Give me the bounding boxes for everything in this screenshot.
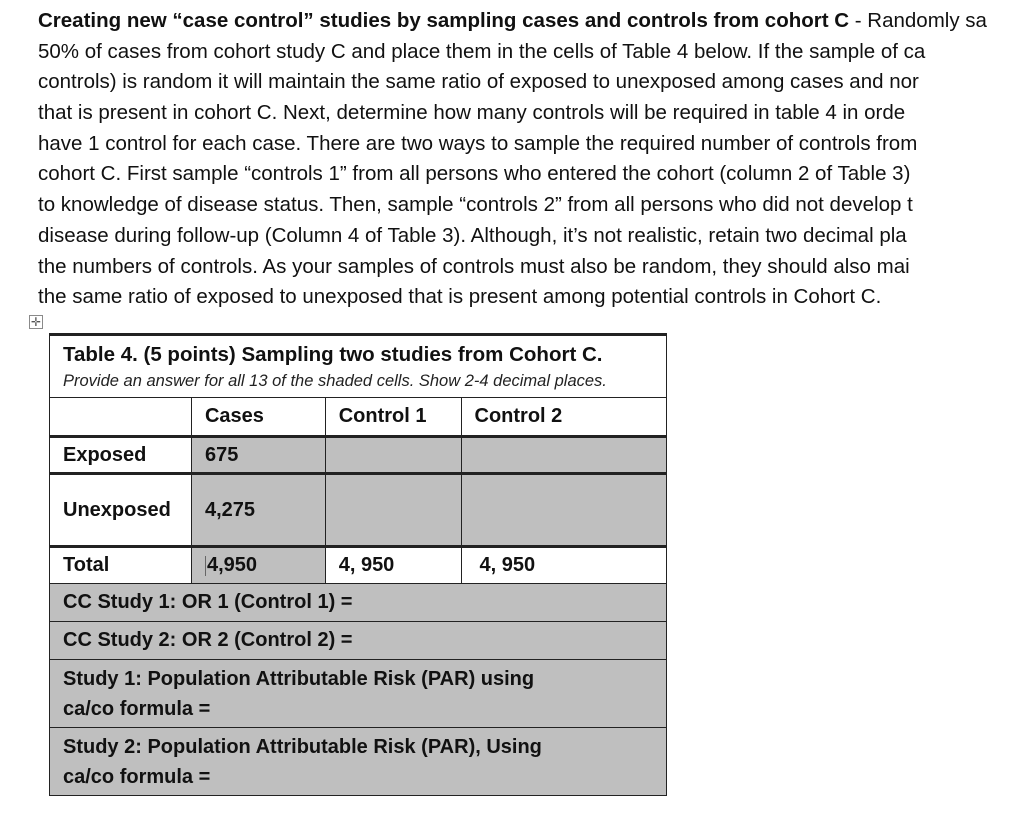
- summary-or2[interactable]: CC Study 2: OR 2 (Control 2) =: [50, 622, 667, 660]
- header-empty: [50, 398, 192, 437]
- summary-par2[interactable]: Study 2: Population Attributable Risk (PAR), Using ca/co formula =: [50, 728, 667, 796]
- cell-unexposed-cases[interactable]: 4,275: [191, 474, 325, 547]
- header-control-2: Control 2: [461, 398, 667, 437]
- table-title-row: [50, 335, 667, 398]
- cell-exposed-control-2[interactable]: [461, 437, 667, 474]
- table-header-row: [50, 398, 667, 437]
- summary-row-par1: [50, 660, 667, 728]
- paragraph-text: - Randomly sa: [849, 9, 987, 32]
- instructions-paragraph: [38, 6, 1024, 313]
- cell-unexposed-control-2[interactable]: [461, 474, 667, 547]
- paragraph-line-6: cohort C. First sample “controls 1” from all persons who entered the cohort (column 2 of Table 3): [38, 162, 911, 186]
- cell-total-cases-value: 4,950: [206, 554, 258, 576]
- table-note: Provide an answer for all 13 of the shaded cells. Show 2-4 decimal places.: [63, 372, 607, 390]
- paragraph-line-9: the numbers of controls. As your samples of controls must also be random, they should also mai: [38, 254, 910, 278]
- table-row-total: [50, 547, 667, 584]
- cell-total-control-2[interactable]: 4, 950: [461, 547, 667, 584]
- cell-exposed-cases[interactable]: 675: [191, 437, 325, 474]
- header-control-1: Control 1: [325, 398, 461, 437]
- paragraph-line-5: have 1 control for each case. There are two ways to sample the required number of controls from: [38, 131, 918, 155]
- paragraph-line-10: the same ratio of exposed to unexposed that is present among potential controls in Cohort C.: [38, 285, 882, 309]
- row-label-exposed: Exposed: [50, 437, 192, 474]
- paragraph-line-3: controls) is random it will maintain the same ratio of exposed to unexposed among cases and nor: [38, 70, 919, 94]
- move-handle-icon[interactable]: ✛: [30, 315, 42, 329]
- summary-row-or2: [50, 622, 667, 660]
- cell-total-cases[interactable]: [191, 547, 325, 584]
- table-row-unexposed: [50, 474, 667, 547]
- summary-or1[interactable]: CC Study 1: OR 1 (Control 1) =: [50, 584, 667, 622]
- table-4: [49, 333, 667, 796]
- table-row-exposed: [50, 437, 667, 474]
- paragraph-line-2: 50% of cases from cohort study C and place them in the cells of Table 4 below. If the sample of ca: [38, 39, 926, 63]
- paragraph-bold-lead: Creating new “case control” studies by sampling cases and controls from cohort C: [38, 9, 850, 32]
- header-cases: Cases: [191, 398, 325, 437]
- row-label-total: Total: [50, 547, 192, 584]
- paragraph-line-7: to knowledge of disease status. Then, sample “controls 2” from all persons who did not develop t: [38, 193, 913, 217]
- summary-row-or1: [50, 584, 667, 622]
- summary-par1[interactable]: Study 1: Population Attributable Risk (PAR) using ca/co formula =: [50, 660, 667, 728]
- text-cursor: [205, 556, 206, 576]
- table-title: Table 4. (5 points) Sampling two studies from Cohort C.: [63, 343, 603, 366]
- cell-exposed-control-1[interactable]: [325, 437, 461, 474]
- summary-row-par2: [50, 728, 667, 796]
- paragraph-line-1: [38, 6, 1024, 37]
- paragraph-line-8: disease during follow-up (Column 4 of Table 3). Although, it’s not realistic, retain two decimal pla: [38, 223, 907, 247]
- row-label-unexposed: Unexposed: [50, 474, 192, 547]
- cell-unexposed-control-1[interactable]: [325, 474, 461, 547]
- table-title-cell: [50, 335, 667, 398]
- paragraph-line-4: that is present in cohort C. Next, determine how many controls will be required in table 4 in orde: [38, 101, 906, 125]
- cell-total-control-1[interactable]: 4, 950: [325, 547, 461, 584]
